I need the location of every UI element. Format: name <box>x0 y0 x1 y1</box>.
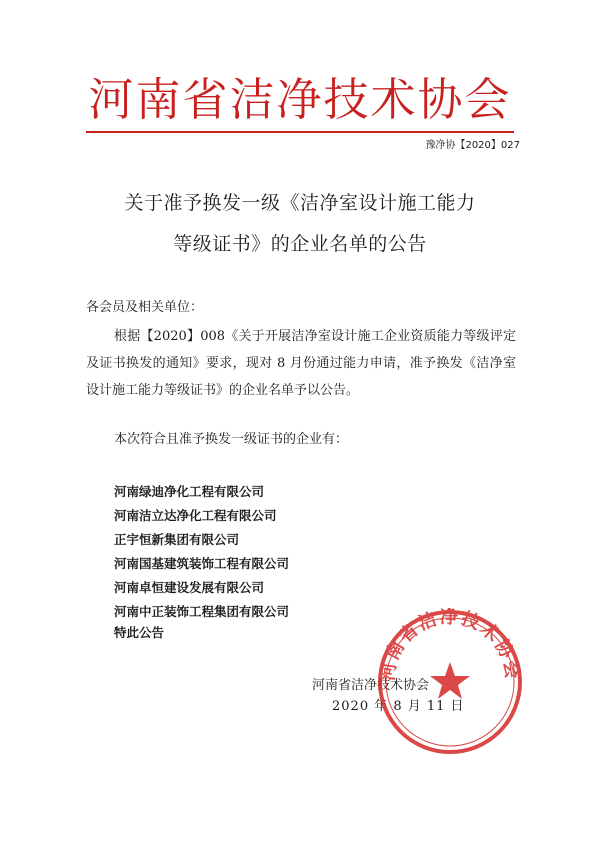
company-item: 正宇恒新集团有限公司 <box>114 532 240 547</box>
header-red-rule <box>86 131 514 133</box>
company-list <box>114 480 289 624</box>
seal-text: 河南省洁净技术协会 <box>377 608 523 683</box>
company-item: 河南国基建筑装饰工程有限公司 <box>114 556 290 571</box>
company-list-intro: 本次符合且准予换发一级证书的企业有： <box>114 432 349 447</box>
star-icon <box>430 662 470 699</box>
signature-date: 2020 年 8 月 11 日 <box>332 699 465 714</box>
body-paragraph: 根据【2020】008《关于开展洁净室设计施工企业资质能力等级评定及证书换发的通知》要求，现对 8 月份通过能力申请，准予换发《洁净室设计施工能力等级证书》的企业名单予以公告。 <box>86 329 516 398</box>
company-item: 河南卓恒建设发展有限公司 <box>114 580 265 595</box>
company-item: 河南中正装饰工程集团有限公司 <box>114 604 290 619</box>
signature-org: 河南省洁净技术协会 <box>312 678 430 693</box>
official-seal <box>376 608 524 756</box>
company-item: 河南绿迪净化工程有限公司 <box>114 484 265 499</box>
org-header-title: 河南省洁净技术协会 <box>88 73 512 126</box>
notice-title-line-1: 关于准予换发一级《洁净室设计施工能力 <box>124 192 476 214</box>
company-item: 河南洁立达净化工程有限公司 <box>114 508 277 523</box>
salutation: 各会员及相关单位： <box>86 300 204 315</box>
document-number: 豫净协【2020】027 <box>425 140 520 151</box>
notice-title-line-2: 等级证书》的企业名单的公告 <box>173 233 427 255</box>
closing-text: 特此公告 <box>114 625 165 640</box>
